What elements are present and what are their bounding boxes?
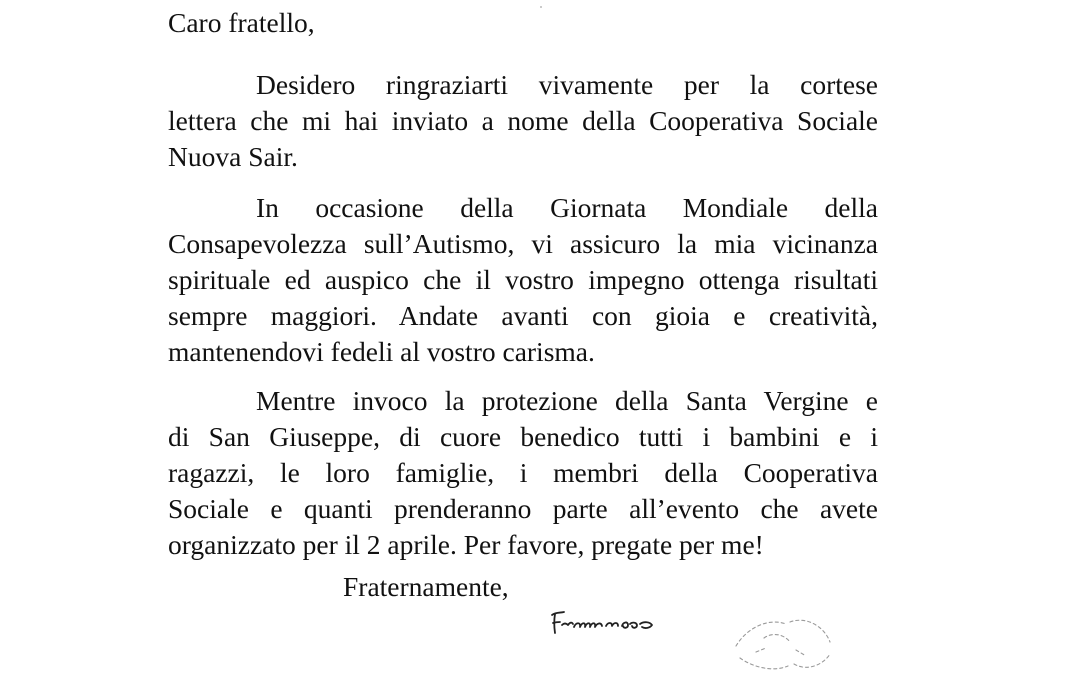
paragraph-line: sempre maggiori. Andate avanti con gioia e creatività, xyxy=(168,300,878,331)
paragraph-line: spirituale ed auspico che il vostro impegno ottenga risultati xyxy=(168,264,878,295)
paragraph-line: organizzato per il 2 aprile. Per favore, pregate per me! xyxy=(168,529,764,560)
closing: Fraternamente, xyxy=(343,571,509,602)
paragraph-blessing xyxy=(168,383,878,563)
paragraph-line: Sociale e quanti prenderanno parte all’evento che avete xyxy=(168,493,878,524)
paragraph-line: Mentre invoco la protezione della Santa Vergine e xyxy=(256,385,878,416)
paragraph-line: di San Giuseppe, di cuore benedico tutti i bambini e i xyxy=(168,421,878,452)
paragraph-thanks xyxy=(168,67,878,175)
paragraph-line: Consapevolezza sull’Autismo, vi assicuro la mia vicinanza xyxy=(168,228,878,259)
paper-speck xyxy=(540,6,542,8)
paragraph-line: Desidero ringraziarti vivamente per la cortese xyxy=(256,69,878,100)
salutation: Caro fratello, xyxy=(168,7,315,38)
paragraph-line: Nuova Sair. xyxy=(168,141,298,172)
paragraph-line: In occasione della Giornata Mondiale della xyxy=(256,192,878,223)
embossed-seal xyxy=(726,612,836,675)
paragraph-line: ragazzi, le loro famiglie, i membri della Cooperativa xyxy=(168,457,878,488)
paragraph-autism-day xyxy=(168,190,878,370)
paragraph-line: lettera che mi hai inviato a nome della Cooperativa Sociale xyxy=(168,105,878,136)
paragraph-line: mantenendovi fedeli al vostro carisma. xyxy=(168,336,595,367)
handwritten-signature xyxy=(548,608,660,638)
